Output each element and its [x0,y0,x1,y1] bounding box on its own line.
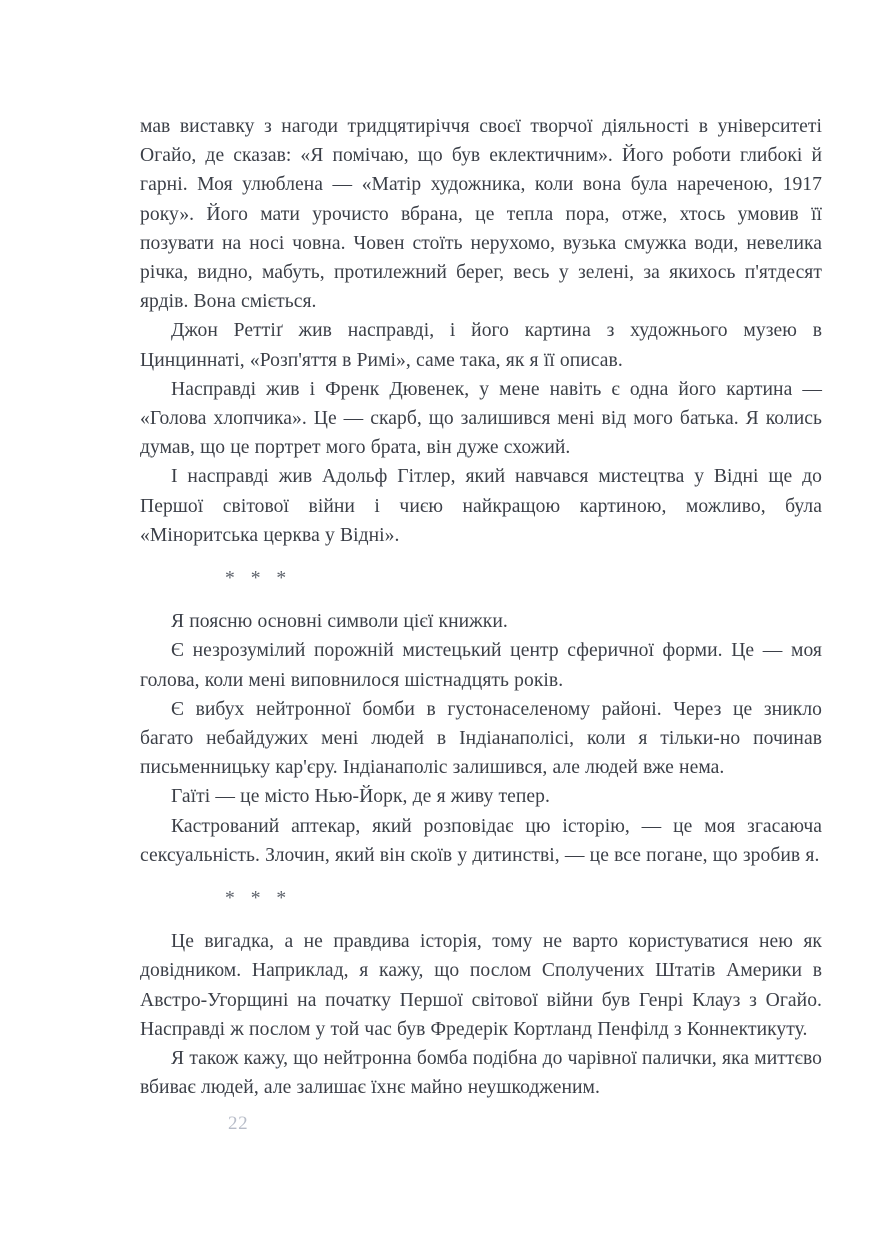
section-divider-asterisks: * * * [225,568,292,590]
paragraph: І насправді жив Адольф Гітлер, який навчався мистецтва у Відні ще до Першої світової війни і чиєю найкращою картиною, можливо, була «Міноритська церква у Відні». [140,466,822,546]
paragraph: Насправді жив і Френк Дювенек, у мене навіть є одна його картина — «Голова хлопчика». Це — скарб, що залишився мені від мого батька. Я колись думав, що це портрет мого брата, він дуже схожий. [140,378,822,459]
paragraph: Я також кажу, що нейтронна бомба подібна до чарівної палички, яка миттєво вбиває людей, але залишає їхнє майно неушкодженим. [140,1048,822,1099]
paragraph: Є вибух нейтронної бомби в густонаселеному районі. Через це зникло багато небайдужих мені людей в Індіанаполісі, коли я тільки-но починав письменницьку кар'єру. Індіанаполіс залишився, але людей вже нема. [140,698,822,779]
page-text-block [140,112,822,1102]
paragraph: Є незрозумілий порожній мистецький центр сферичної форми. Це — моя голова, коли мені виповнилося шістнадцять років. [140,640,822,691]
paragraph-continuation: мав виставку з нагоди тридцятиріччя своєї творчої діяльності в університеті Огайо, де сказав: «Я помічаю, що був еклектичним». Його роботи глибокі й гарні. Моя улюблена — «Матір художника, коли вона була нареченою, 1917 року». Його мати урочисто вбрана, це тепла пора, отже, хтось умовив її позувати на носі човна. Човен стоїть нерухомо, вузька смужка води, невелика річка, видно, мабуть, протилежний берег, весь у зелені, за якихось п'ятдесят ярдів. Вона сміється. [140,116,822,313]
paragraph: Кастрований аптекар, який розповідає цю історію, — це моя згасаюча сексуальність. Злочин, який він скоїв у дитинстві, — це все погане, що зробив я. [140,815,822,866]
section-divider-asterisks: * * * [225,888,292,910]
paragraph: Це вигадка, а не правдива історія, тому не варто користуватися нею як довідником. Наприклад, я кажу, що послом Сполучених Штатів Америки в Австро-Угорщині на початку Першої світової війни був Генрі Клауз з Огайо. Насправді ж послом у той час був Фредерік Кортланд Пенфілд з Коннектикуту. [140,931,822,1040]
paragraph: Я поясню основні символи цієї книжки. [171,611,508,633]
paragraph: Гаїті — це місто Нью-Йорк, де я живу тепер. [171,786,550,808]
page-number: 22 [228,1113,249,1134]
paragraph: Джон Реттіґ жив насправді, і його картина з художнього музею в Цинциннаті, «Розп'яття в Римі», саме така, як я її описав. [140,320,822,371]
